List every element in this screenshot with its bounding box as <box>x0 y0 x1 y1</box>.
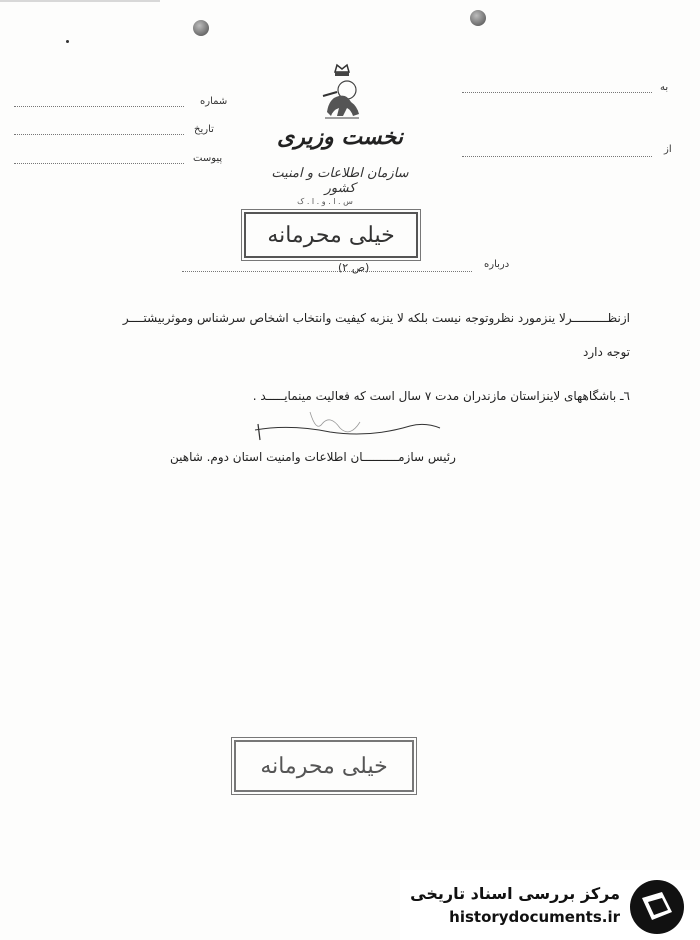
from-dotted-line <box>462 156 652 157</box>
body-line-1: ازنظــــــــــرلا ینزمورد نظروتوجه نیست بلکه لا ینزبه کیفیت وانتخاب اشخاص سرشناس وموثربیشتــــر <box>122 311 630 325</box>
archive-website: historydocuments.ir <box>449 908 620 926</box>
attachment-label: پیوست <box>193 153 223 164</box>
page-number-mark: (ص ۲) <box>338 261 370 274</box>
date-dotted-line <box>14 134 184 135</box>
body-line-2: توجه دارد <box>582 345 630 359</box>
organization-abbreviation: س . ا . و . ا . ک <box>297 197 353 206</box>
body-line-3: ٦ـ باشگاههای لاینزاستان مازندران مدت ۷ سال است که فعالیت مینمایـــــد . <box>252 389 630 403</box>
lion-and-sun-emblem <box>317 62 367 124</box>
to-dotted-line <box>462 92 652 93</box>
attachment-dotted-line <box>14 163 184 164</box>
page-top-edge <box>0 0 160 2</box>
number-dotted-line <box>14 106 184 107</box>
classification-stamp-top: خیلی محرمانه <box>244 212 418 258</box>
ministry-title: نخست وزیری <box>277 124 403 150</box>
punch-hole-left <box>193 20 209 36</box>
signature-scribble <box>250 402 450 452</box>
archive-logo-icon <box>628 878 686 936</box>
archive-name: مرکز بررسی اسناد تاریخی <box>410 884 620 903</box>
date-label: تاریخ <box>194 124 214 135</box>
subject-dotted-line <box>182 271 472 272</box>
from-label: از <box>664 144 672 155</box>
to-label: به <box>660 82 669 93</box>
ink-speck <box>66 40 69 43</box>
punch-hole-right <box>470 10 486 26</box>
classification-stamp-bottom: خیلی محرمانه <box>234 740 414 792</box>
signatory-line: رئیس سازمــــــــــان اطلاعات وامنیت استان دوم. شاهین <box>170 450 456 464</box>
subject-label: درباره <box>484 259 510 270</box>
organization-name: سازمان اطلاعات و امنیت کشور <box>271 166 409 196</box>
number-label: شماره <box>200 96 228 107</box>
